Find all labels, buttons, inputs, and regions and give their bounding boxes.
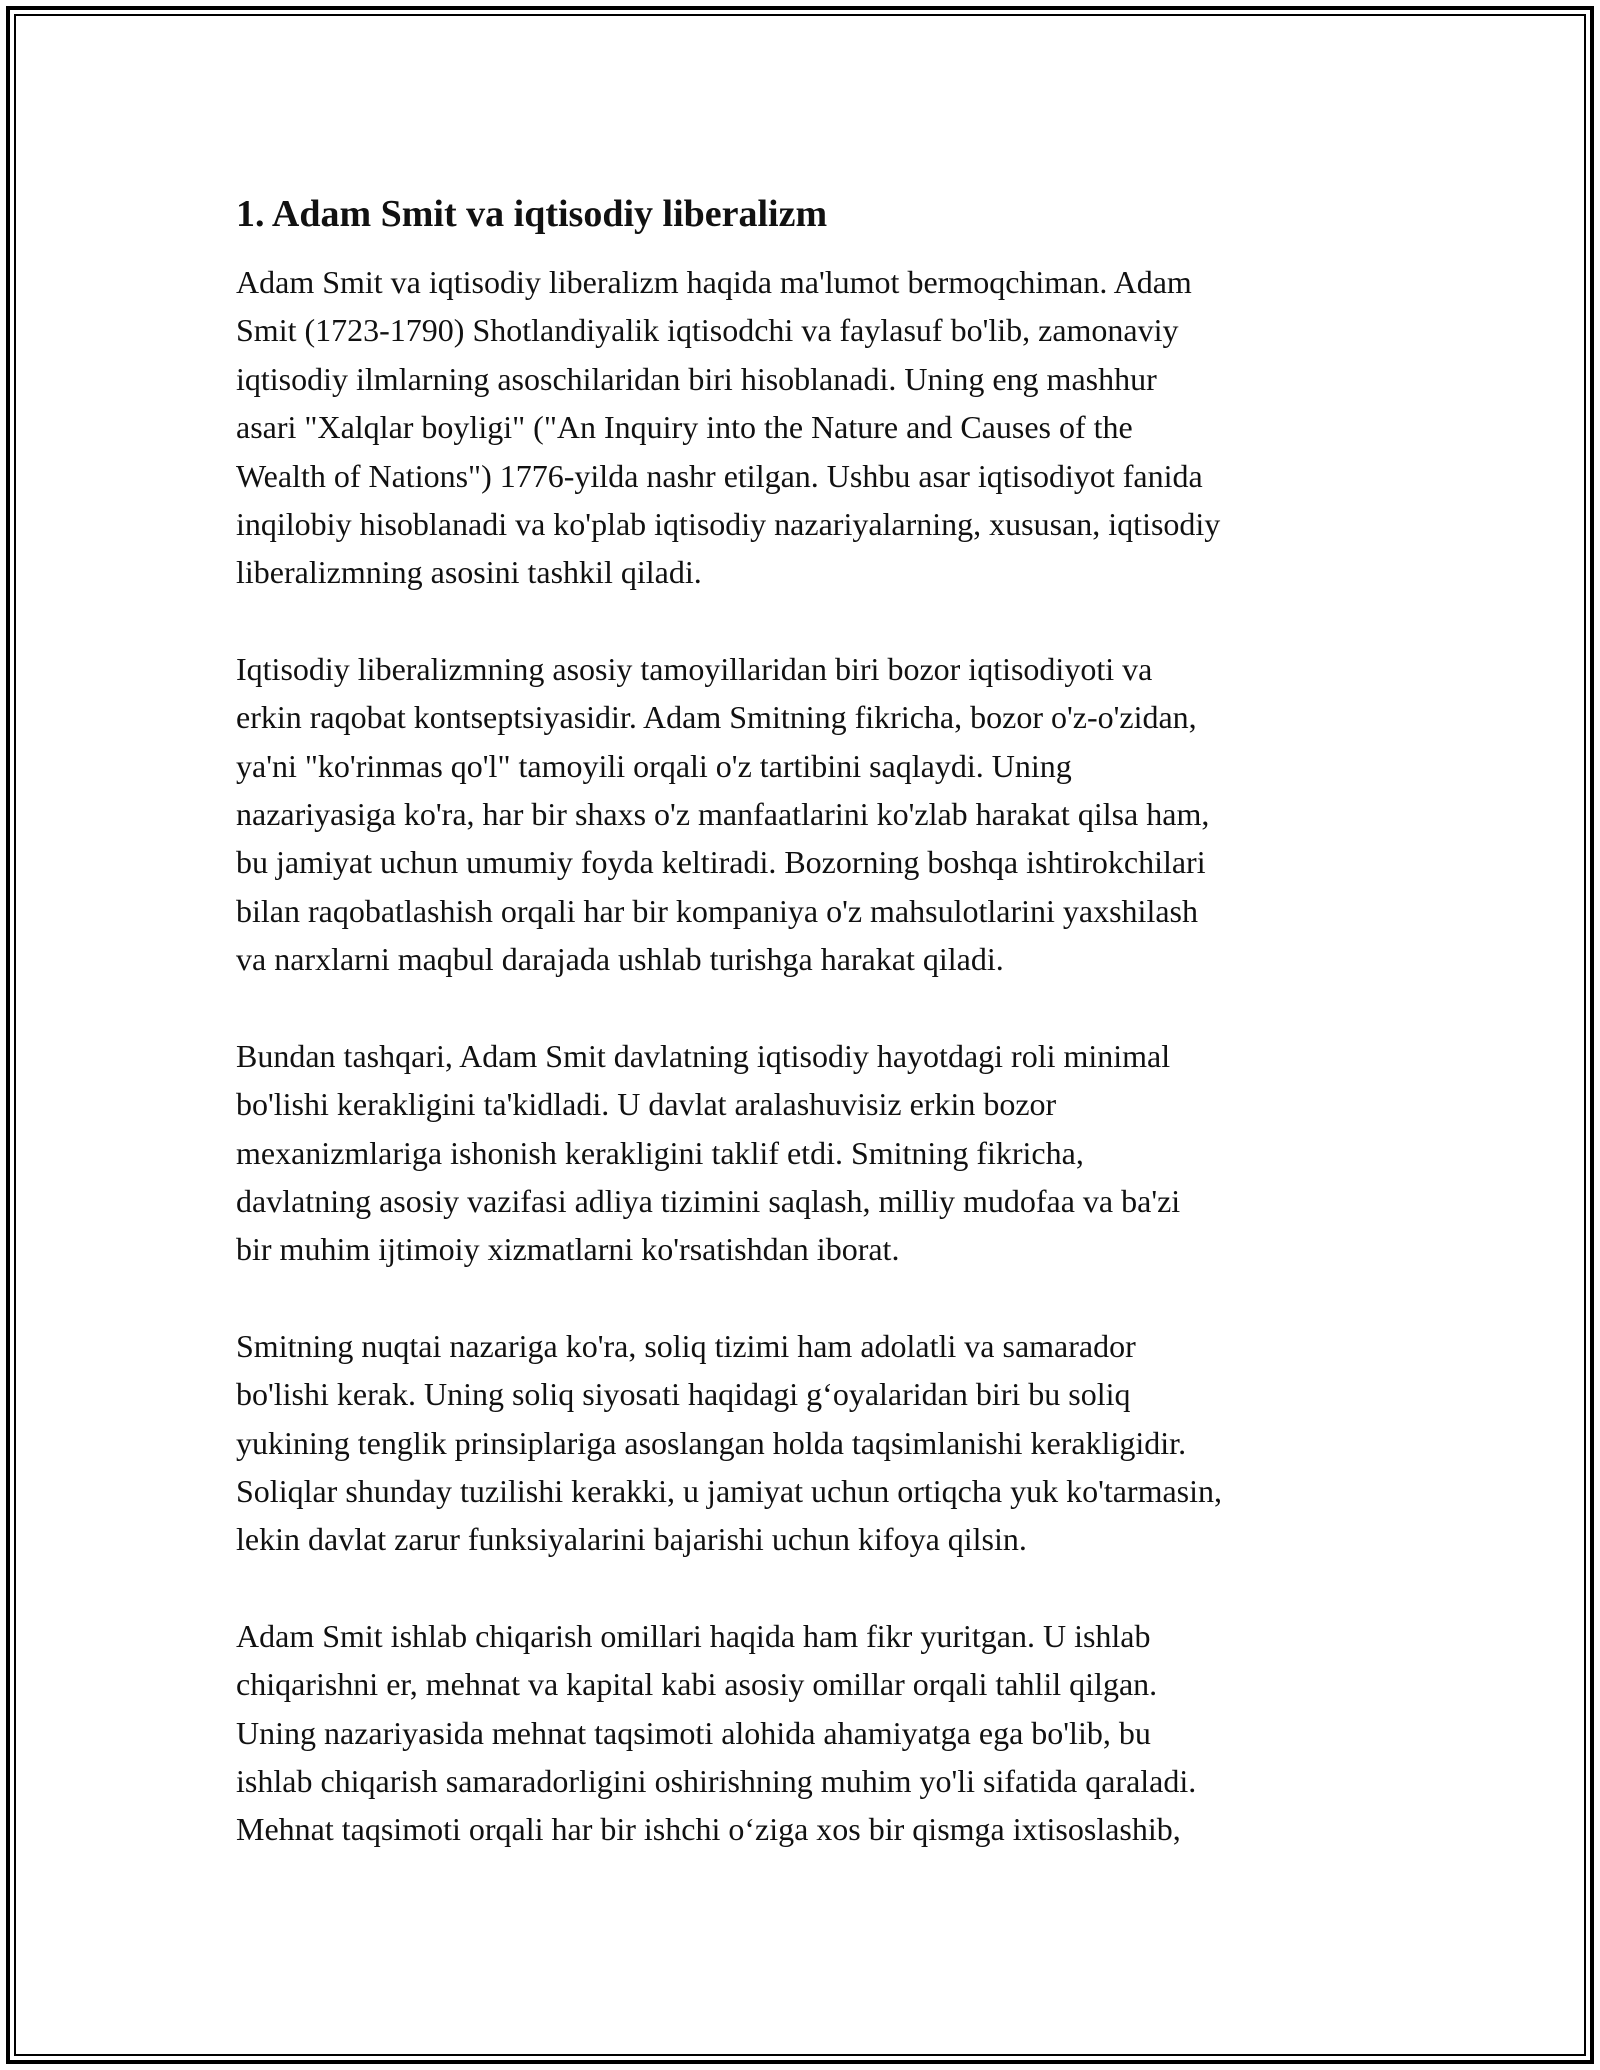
- paragraph-state-role: Bundan tashqari, Adam Smit davlatning iqtisodiy hayotdagi roli minimal bo'lishi kerakligini ta'kidladi. U davlat aralashuvisiz erkin bozor mexanizmlariga ishonish kerakligini taklif etdi. Smitning fikricha, davlatning asosiy vazifasi adliya tizimini saqlash, milliy mudofaa va ba'zi bir muhim ijtimoiy xizmatlarni ko'rsatishdan iborat.: [236, 1037, 1181, 1268]
- paragraph-tax-system: Smitning nuqtai nazariga ko'ra, soliq tizimi ham adolatli va samarador bo'lishi kerak. Uning soliq siyosati haqidagi g‘oyalaridan biri bu soliq yukining tenglik prinsiplariga asoslangan holda taqsimlanishi kerakligidir. Soliqlar shunday tuzilishi kerakki, u jamiyat uchun ortiqcha yuk ko'tarmasin, lekin davlat zarur funksiyalarini bajarishi uchun kifoya qilsin.: [236, 1327, 1223, 1558]
- paragraph-intro: Adam Smit va iqtisodiy liberalizm haqida ma'lumot bermoqchiman. Adam Smit (1723-1790) Shotlandiyalik iqtisodchi va faylasuf bo'lib, zamonaviy iqtisodiy ilmlarning asoschilaridan biri hisoblanadi. Uning eng mashhur asari "Xalqlar boyligi" ("An Inquiry into the Nature and Causes of the Wealth of Nations") 1776-yilda nashr etilgan. Ushbu asar iqtisodiyot fanida inqilobiy hisoblanadi va ko'plab iqtisodiy nazariyalarning, xususan, iqtisodiy liberalizmning asosini tashkil qiladi.: [236, 264, 1221, 591]
- paragraph-market-competition: Iqtisodiy liberalizmning asosiy tamoyillaridan biri bozor iqtisodiyoti va erkin raqobat kontseptsiyasidir. Adam Smitning fikricha, bozor o'z-o'zidan, ya'ni "ko'rinmas qo'l" tamoyili orqali o'z tartibini saqlaydi. Uning nazariyasiga ko'ra, har bir shaxs o'z manfaatlarini ko'zlab harakat qilsa ham, bu jamiyat uchun umumiy foyda keltiradi. Bozorning boshqa ishtirokchilari bilan raqobatlashish orqali har bir kompaniya o'z mahsulotlarini yaxshilash va narxlarni maqbul darajada ushlab turishga harakat qiladi.: [236, 650, 1210, 978]
- section-heading: 1. Adam Smit va iqtisodiy liberalizm: [236, 193, 828, 235]
- document-body: [236, 188, 1386, 1902]
- paragraph-production-factors: Adam Smit ishlab chiqarish omillari haqida ham fikr yuritgan. U ishlab chiqarishni er, mehnat va kapital kabi asosiy omillar orqali tahlil qilgan. Uning nazariyasida mehnat taqsimoti alohida ahamiyatga ega bo'lib, bu ishlab chiqarish samaradorligini oshirishning muhim yo'li sifatida qaraladi. Mehnat taqsimoti orqali har bir ishchi o‘ziga xos bir qismga ixtisoslashib,: [236, 1617, 1197, 1848]
